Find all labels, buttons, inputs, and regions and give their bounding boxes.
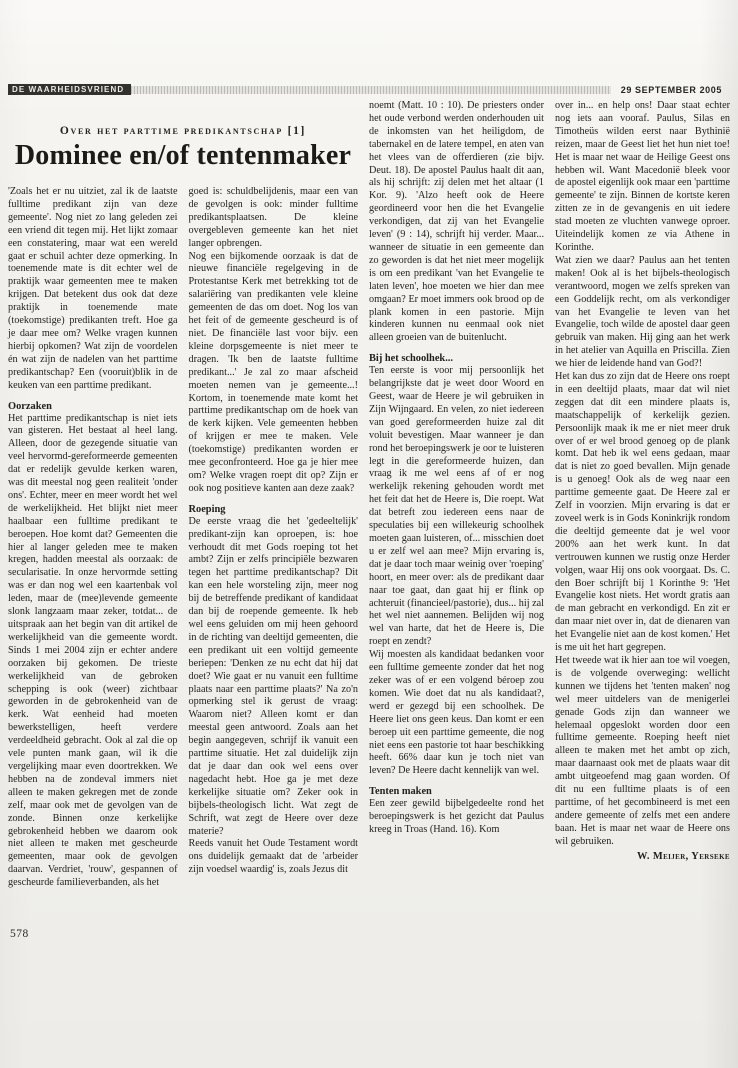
article-body	[8, 100, 730, 1068]
article-paragraph: goed is: schuldbelijdenis, maar een van de gevolgen is ook: minder fulltime predikantsplaatsen. De kleine overgebleven gemeente kan het niet langer opbrengen.	[188, 186, 358, 249]
article-paragraph: Ten eerste is voor mij persoonlijk het belangrijkste dat je weet door Woord en Geest, waar de Heere je wil gebruiken in Zijn Wijngaard. En velen, zo niet iedereen van goed gereformeerden huize zal dit voluit bevestigen. Maar wanneer je dan rond het beroepingswerk je oor te luisteren legt in die gereformeerde huizen, dan vraag ik me wel eens af of er nog werkelijk rekening gehouden wordt met het feit dat het de Heere is, Die roept. Wat dat betreft zou iedereen eens naar de speculaties bij een willekeurig schoolhek moeten gaan luisteren, of... misschien doet u er zelf wel aan mee? Mijn ervaring is, dat je daar toch maar weinig over 'roeping' hoort, en meer over: als de predikant daar naar toe gaat, dan gaat hij er flink op achteruit (financieel/pastorie), dus... hij zal het wel niet aannemen. Belijden wij nog wel van harte, dat het de Heere is, Die roept en zendt?	[369, 365, 544, 648]
article-byline: W. Meijer, Yerseke	[637, 850, 730, 862]
section-heading: Roeping	[188, 503, 226, 515]
article-paragraph: Wij moesten als kandidaat bedanken voor een fulltime gemeente zonder dat het nog zeker was of er een volgend béroep zou komen. Wie doet dat nu als kandidaat?, werd er gezegd bij een schoolhek. De Heere liet ons geen keus. Dan komt er een beroep uit een parttime gemeente, die nog niet eens een pastorie tot haar beschikking heeft. 66% daar kun je toch niet van leven? De Heere dacht kennelijk van wel.	[369, 649, 544, 777]
article-paragraph: 'Zoals het er nu uitziet, zal ik de laatste fulltime predikant zijn van deze gemeente'. Nog niet zo lang geleden zei een vriend dit tegen mij. Het lijkt zomaar een constatering, maar wat een wereld gaat er schuil achter deze opmerking. In toenemende mate is dit echter wel de praktijk waar gemeenten mee te maken krijgen. Dat betekent dus ook dat deze praktijk in toenemende mate (toekomstige) predikanten treft. Hoe ga je daar mee om? Welke vragen kunnen hierbij opkomen? Wat zijn de voordelen én wat zijn de nadelen van het parttime predikantschap? Een (vooruit)blik in de keuken van een parttime predikant.	[8, 186, 178, 391]
article-left-half	[8, 100, 358, 1068]
article-title-block	[8, 100, 358, 186]
article-paragraph: Wat zien we daar? Paulus aan het tenten maken! Ook al is het bijbels-theologisch verantwoord, mogen we zelfs spreken van een Goddelijk recht, om als verkondiger van het Evangelie te leven van het Evangelie, toch wilde de apostel daar geen gebruik van maken. Hij ging aan het werk in het atelier van Aquilla en Priscilla. Zien we hier de leidende hand van God?!	[555, 254, 730, 370]
article-paragraph: Het parttime predikantschap is niet iets van gisteren. Het bestaat al heel lang. Alleen, door de gezegende situatie van veel hervormd-gereformeerde gemeenten dat er redelijk gevulde kerken waren, was dit meestal nog geen realiteit 'onder ons'. Echter, meer en meer wordt het wel de werkelijkheid. Het blijkt niet meer haalbaar een fulltime predikant te beroepen. Hoe komt dat? Gemeenten die hier al langer geleden mee te maken kregen, hadden meestal als oorzaak: de secularisatie. In onze hervormde setting was er dan nog wel een kaartenbak vol leden, maar de (mee)levende gemeente slonk langzaam maar zeker, totdat... de uitspraak aan het begin van dit artikel de werkelijkheid van die gemeente wordt. Sinds 1 mei 2004 zijn er echter andere oorzaken bij gekomen. De trieste werkelijkheid van de gebroken schepping is ook (weer) zichtbaar geworden in de gebrokenheid van de kerk. Wat eenheid had moeten bewerkstelligen, heeft verdere verdeeldheid gebracht. Ook al zal die op vele punten mank gaan, wil ik die vergelijking maar even doortrekken. We hebben na de zondeval immers niet alleen te maken gekregen met de zonde zelf, maar ook met de gevolgen van de zonde. Binnen onze kerkelijke gebrokenheid hebben we daarom ook niet alleen te maken met gescheurde gemeenten, maar ook de gevolgen daarvan. Verdriet, 'rouw', gespannen of gescheurde familieverbanden, als het	[8, 412, 178, 889]
page-number: 578	[10, 928, 29, 940]
article-paragraph: Reeds vanuit het Oude Testament wordt ons duidelijk gemaakt dat de 'arbeider zijn voedsel waardig' is, zoals Jezus dit	[188, 838, 358, 876]
section-heading: Tenten maken	[369, 786, 432, 798]
section-heading: Bij het schoolhek...	[369, 353, 453, 365]
article-paragraph: over in... en help ons! Daar staat echter nog iets aan vooraf. Paulus, Silas en Timotheüs wilden eerst naar Bythinië reizen, maar de Geest liet het hun niet toe! Het is maar net waar de Heilige Geest ons hebben wil. Want Macedonië bleek voor de apostel eigenlijk ook maar een 'parttime gemeente' te zijn. Binnen de kortste keren zitten ze in de gevangenis en uit iedere stad moeten ze vluchten vanwege oproer. Uiteindelijk komen ze via Athene in Korinthe.	[555, 100, 730, 253]
left-columns	[8, 186, 358, 1068]
article-paragraph: Een zeer gewild bijbelgedeelte rond het beroepingswerk is het gezicht dat Paulus kreeg in Troas (Hand. 16). Kom	[369, 798, 544, 836]
article-kicker: Over het parttime predikantschap [1]	[59, 125, 307, 137]
section-heading: Oorzaken	[8, 400, 52, 412]
article-paragraph: De eerste vraag die het 'gedeeltelijk' predikant-zijn kan oproepen, is: hoe verhoudt dit met Gods roeping tot het ambt? Zijn er zelfs principiële bezwaren tegen het parttime predikantschap? Dit kan een hele worsteling zijn, meer nog bij de betreffende predikant of kandidaat dan bij de roepende gemeente. Ik heb wel eens geluiden om mij heen gehoord in de richting van deeltijd gemeenten, die een predikant uit een voltijd gemeente beriepen: 'Denken ze nu echt dat hij dat doet? Wie gaat er nu vanuit een fulltime plaats naar een parttime plaats?' Na zo'n opmerking stel ik gerust de vraag: Waarom niet? Alleen komt er dan meestal geen antwoord. Zoals aan het begin aangegeven, schrijf ik vanuit een parttime situatie. Het zal duidelijk zijn dat je daar dan ook wel eens over nagedacht hebt. Hoe ga je met deze kerkelijke situatie om? Zeker ook in bijbels-theologisch licht. Wat zegt de Schrift, wat zegt de Heere over deze materie?	[188, 515, 358, 837]
masthead: DE WAARHEIDSVRIEND	[8, 84, 131, 95]
article-paragraph: Het tweede wat ik hier aan toe wil voegen, is de volgende overweging: wellicht kunnen we tijdens het 'tenten maken' nog wel meer uitdelers van de menigerlei genade Gods zijn dan wanneer we helemaal opgeslokt worden door een fulltime gemeente. Roeping heeft niet alleen te maken met het ambt op zich, maar daarnaast ook met de plaats waar dit ambt uitgeoefend mag gaan worden. Of dit nu een fulltime plaats is of een parttime, of het gecombineerd is met een andere gemeente of zelfs met een andere baan. Het is maar net waar de Heere ons wil gebruiken.	[555, 654, 730, 847]
article-paragraph: noemt (Matt. 10 : 10). De priesters onder het oude verbond werden onderhouden uit de inkomsten van het heiligdom, de tabernakel en de latere tempel, en aten van het vlees van de offerdieren (zie bijv. Deut. 18). De apostel Paulus haalt dit aan, als hij schrijft: zij delen met het altaar (1 Kor. 9). 'Alzo heeft ook de Heere geordineerd voor hen die het Evangelie verkondigen, dat zij van het Evangelie leven' (9 : 14), schrijft hij verder. Maar... wanneer de situatie in een gemeente dan zo geworden is dat het niet meer mogelijk is om een predikant 'van het Evangelie te laten leven', hoe moeten we hier dan mee omgaan? Er moet immers ook brood op de plank komen in een pastorie. Mijn kinderen kunnen nu eenmaal ook niet alleen groeien van de buitenlucht.	[369, 100, 544, 344]
article-column-1	[8, 186, 178, 1068]
article-title: Dominee en/of tentenmaker	[14, 140, 352, 171]
article-column-4	[555, 100, 730, 1068]
page-header	[8, 84, 732, 95]
header-rule	[131, 86, 610, 94]
article-column-3	[369, 100, 544, 1068]
article-paragraph: Nog een bijkomende oorzaak is dat de nieuwe financiële regelgeving in de Protestantse Kerk met betrekking tot de salariëring van predikanten vele kleine gemeenten de das om doet. Nog los van het feit of de gemeente gescheurd is of niet. De financiële last voor bijv. een kleine dorpsgemeente is niet meer te dragen. 'Ik ben de laatste fulltime predikant...' Je zal zo maar afscheid moeten nemen van je gemeente...! Kortom, in toenemende mate komt het parttime predikantschap om de hoek van de kerk kijken. Vele gemeenten hebben of krijgen er mee te maken. Vele (toekomstige) predikanten worden er mee geconfronteerd. Hoe ga je hier mee om? Welke vragen roept dit op? Zijn er ook nog positieve kanten aan deze zaak?	[188, 250, 358, 494]
issue-date: 29 SEPTEMBER 2005	[620, 85, 722, 95]
article-paragraph: Het kan dus zo zijn dat de Heere ons roept in een deeltijd plaats, maar dat wil niet zeggen dat dit een mindere plaats is, maatschappelijk of kerkelijk gezien. Persoonlijk maak ik me er niet meer druk over of er wel brood genoeg op de plank komt. Dat heb ik wel eens gedaan, maar dat is niet zo goed bevallen. Mijn genade is u genoeg! Ook als de weg naar een parttime gemeente gaat. De Heere zal er Zelf in voorzien. Mijn ervaring is dat er zoveel werk is in Gods Koninkrijk rondom die deeltijd gemeente dat je wel voor 200% aan het werk kunt. In dat vertrouwen kunnen we rustig onze Herder volgen, waar Hij ons ook voorgaat. Ds. C. den Boer schrijft bij 1 Korinthe 9: 'Het Evangelie kost niets. Het wordt gratis aan de man gebracht en verkondigd. En zit er dan maar niet over in, dat de dienaren van het Evangelie niet aan de kost komen.' Het is me uit het hart gegrepen.	[555, 371, 730, 654]
article-column-2	[189, 186, 359, 1068]
